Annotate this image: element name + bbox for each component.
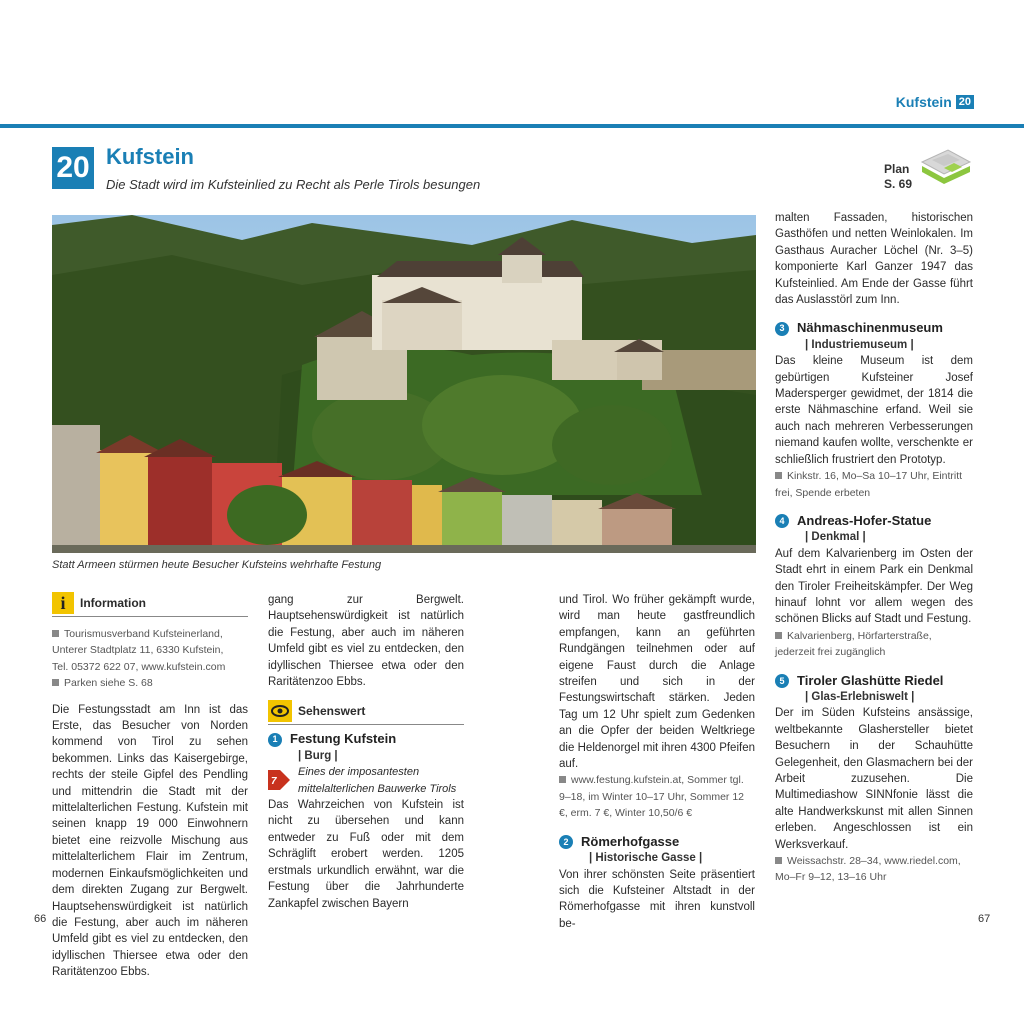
sight-name: Andreas-Hofer-Statue — [797, 512, 932, 528]
header-rule — [0, 124, 1024, 128]
sight-5-text: Der im Süden Kufsteins ansässige, weltbekannte Glashersteller bietet Besuchern in der Schauhütte Gelegenheit, den Glasmachern bei der Arbeit zuzusehen. Die Multimediashow SINNfonie lässt die alte Handwerkskunst mit allen Sinnen erleben. Angeschlossen ist ein Werksverkauf. — [775, 707, 973, 851]
column-4 — [775, 210, 973, 886]
sight-name: Römerhofgasse — [581, 833, 680, 849]
sight-category: | Industriemuseum | — [805, 338, 914, 351]
sights-label: Sehenswert — [298, 704, 366, 719]
column-2 — [268, 592, 464, 912]
running-head — [896, 94, 974, 110]
column-1 — [52, 592, 248, 979]
sight-4-title[interactable] — [775, 513, 973, 529]
info-label: Information — [80, 595, 146, 610]
sight-number: 1 — [268, 733, 282, 747]
info-line[interactable]: Tel. 05372 622 07, www.kufstein.com — [52, 660, 226, 673]
running-head-title: Kufstein — [895, 94, 952, 110]
info-icon: i — [52, 592, 74, 614]
sight-5-title[interactable] — [775, 673, 973, 689]
sight-category: | Glas-Erlebniswelt | — [805, 690, 915, 703]
info-line: Parken siehe S. 68 — [52, 675, 248, 691]
sight-1-title[interactable] — [268, 731, 464, 747]
plan-page: S. 69 — [884, 177, 913, 191]
bullet-square-icon — [775, 632, 782, 639]
sight-3-text: Das kleine Museum ist dem gebürtigen Kufsteiner Josef Madersperger gewidmet, der 1814 die erste Nähmaschine erfand. Weil sie auch nach mehreren Verbesserungen niemand kaufen wollte, verschenkte er schließlich frustriert den Prototyp. — [775, 355, 973, 466]
sight-4-text: Auf dem Kalvarienberg im Osten der Stadt ehrt in einem Park ein Denkmal den Tiroler Freiheitskämpfer. Der Weg hinauf lohnt vor allem wegen des schönen Blicks auf Stadt und Festung. — [775, 547, 973, 626]
intro-text-continued: gang zur Bergwelt. Hauptsehenswürdigkeit ist natürlich die Festung, aber auch im näheren Umfeld gibt es viel zu entdecken, den idyllischen Thiersee etwa oder den Raritätenzoo Ebbs. — [268, 594, 464, 689]
sight-category: | Burg | — [298, 749, 338, 762]
chapter-number: 20 — [52, 147, 94, 189]
sight-2-text-continued: malten Fassaden, historischen Gasthöfen und netten Weinlokalen. Im Gasthaus Auracher Löchel (Nr. 3–5) komponierte Karl Ganzer 1947 das Kufsteinlied. Am Ende der Gasse führt das Auslasstörl zum Inn. — [775, 212, 973, 307]
sight-1-info: www.festung.kufstein.at, Sommer tgl. 9–18, im Winter 10–17 Uhr, Sommer 12 €, erm. 7 €, Winter 10,50/6 € — [559, 774, 745, 820]
sight-4-info: Kalvarienberg, Hörfarterstraße, jederzeit frei zugänglich — [775, 629, 932, 659]
sight-1-text-continued: und Tirol. Wo früher gekämpft wurde, wird man heute gastfreundlich empfangen, kann an geführten Rundgängen teilnehmen oder auf eigene Faust durch die Anlage streifen und sich in der Festungswirtschaft stärken. Jeden Tag um 12 Uhr spielt zum Gedenken an die Opfer der beiden Weltkriege die Heldenorgel mit ihren 4300 Pfeifen auf. — [559, 594, 755, 771]
bullet-square-icon — [775, 472, 782, 479]
sight-name: Festung Kufstein — [290, 731, 397, 747]
sight-tip: 7 Eines der imposantesten mittelalterlichen Bauwerke Tirols — [268, 764, 464, 797]
page-number-right: 67 — [978, 913, 991, 925]
chapter-title: Kufstein — [106, 144, 194, 169]
sight-number: 5 — [775, 674, 789, 688]
sight-category: | Historische Gasse | — [589, 852, 703, 865]
sight-number: 3 — [775, 322, 789, 336]
fortress-photo — [52, 215, 756, 553]
sight-name: Nähmaschinenmuseum — [797, 320, 943, 336]
bullet-square-icon — [52, 679, 59, 686]
sight-1-text: Das Wahrzeichen von Kufstein ist nicht zu übersehen und kann entweder zu Fuß oder mit dem Schräglift erobert werden. 1205 erstmals urkundlich erwähnt, war die Festung über die Jahrhunderte Zankapfel zwischen Bayern — [268, 799, 464, 910]
svg-text:7: 7 — [271, 776, 277, 788]
sight-3-info: Kinkstr. 16, Mo–Sa 10–17 Uhr, Eintritt frei, Spende erbeten — [775, 470, 963, 499]
sights-header — [268, 700, 464, 725]
bullet-square-icon — [52, 630, 59, 637]
sight-number: 2 — [559, 835, 573, 849]
chapter-subtitle: Die Stadt wird im Kufsteinlied zu Recht als Perle Tirols besungen — [106, 177, 481, 192]
plan-reference[interactable] — [884, 162, 912, 192]
bullet-square-icon — [559, 776, 566, 783]
photo-caption: Statt Armeen stürmen heute Besucher Kufsteins wehrhafte Festung — [52, 559, 382, 571]
info-line: Tourismusverband Kufsteinerland, — [52, 626, 248, 642]
sight-2-text: Von ihrer schönsten Seite präsentiert sich die Kufsteiner Altstadt in der Römerhofgasse mit ihren kunstvoll be- — [559, 868, 755, 930]
sight-2-title[interactable] — [559, 834, 755, 850]
column-3 — [559, 592, 755, 932]
info-header — [52, 592, 248, 617]
sight-3-title[interactable] — [775, 320, 973, 336]
sight-5-info: Weissachstr. 28–34, www.riedel.com, Mo–Fr 9–12, 13–16 Uhr — [775, 855, 961, 884]
sight-name: Tiroler Glashütte Riedel — [797, 672, 944, 688]
tip-arrow-icon — [268, 766, 290, 794]
intro-text: Die Festungsstadt am Inn ist das Erste, das Besucher von Norden kommend von Tirol zu sehen bekommen. Links das Kaisergebirge, rechts der steile Gipfel des Pendling und mittendrin die Stadt mit der mittelalterlichen Festung. Kufstein mit seinen knapp 19 000 Einwohnern bietet eine reizvolle Mischung aus mittelalterlichem Flair im Zentrum, modernen Einkaufsmöglichkeiten und dem direkten Zugang zur Bergwelt. Hauptsehenswürdigkeit ist natürlich die Festung, aber auch im näheren Umfeld gibt es viel zu entdecken, den idyllischen Thiersee etwa oder den Raritätenzoo Ebbs. — [52, 703, 248, 979]
bullet-square-icon — [775, 857, 782, 864]
page-number-left: 66 — [34, 913, 47, 925]
info-line: Unterer Stadtplatz 11, 6330 Kufstein, — [52, 644, 224, 657]
eye-icon — [268, 700, 292, 722]
plan-label: Plan — [884, 162, 910, 176]
sight-category: | Denkmal | — [805, 531, 866, 544]
map-plan-icon — [918, 148, 974, 188]
sight-number: 4 — [775, 514, 789, 528]
running-head-number: 20 — [956, 95, 974, 109]
